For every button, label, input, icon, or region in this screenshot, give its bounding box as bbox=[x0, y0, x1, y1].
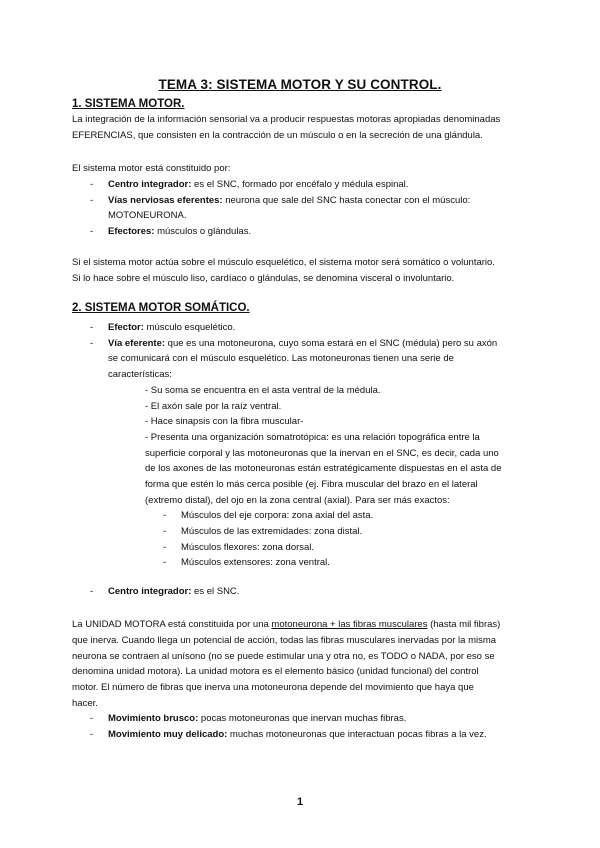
s1-intro-line-2: EFERENCIAS, que consisten en la contracción de un músculo o en la secreción de una glándula. bbox=[72, 130, 483, 141]
char-line: - Presenta una organización somatrotópica: es una relación topográfica entre la bbox=[145, 432, 480, 443]
section-2-heading: 2. SISTEMA MOTOR SOMÁTICO. bbox=[72, 302, 250, 314]
s2-item-via-line-3: características: bbox=[108, 369, 172, 380]
s1-lead: El sistema motor está constituido por: bbox=[72, 163, 231, 174]
unidad-line: motor. El número de fibras que inerva una motoneurona depende del movimiento que haya que bbox=[72, 682, 474, 693]
bullet-dash: - bbox=[163, 557, 167, 568]
s1-item-efectores: Efectores: músculos o glándulas. bbox=[108, 226, 252, 237]
s2-item-centro: Centro integrador: es el SNC. bbox=[108, 586, 240, 597]
list-dash: - bbox=[90, 195, 94, 206]
s1-close-line-1: Si el sistema motor actúa sobre el músculo esquelético, el sistema motor será somático o voluntario. bbox=[72, 257, 495, 268]
unidad-line: que inerva. Cuando llega un potencial de acción, todas las fibras musculares inervadas por la misma bbox=[72, 635, 497, 646]
list-dash: - bbox=[90, 586, 94, 597]
char-line: - Hace sinapsis con la fibra muscular- bbox=[145, 416, 304, 427]
list-dash: - bbox=[90, 322, 94, 333]
bullet-item: Músculos del eje corpora: zona axial del asta. bbox=[181, 510, 374, 521]
s1-item-vias: Vías nerviosas eferentes: neurona que sale del SNC hasta conectar con el músculo: bbox=[108, 195, 471, 206]
bullet-dash: - bbox=[163, 526, 167, 537]
unidad-line: neurona se contraen al unísono (no se puede estimular una y otra no, es TODO o NADA, por eso se bbox=[72, 651, 495, 662]
section-1-heading: 1. SISTEMA MOTOR. bbox=[72, 98, 185, 110]
bullet-dash: - bbox=[163, 542, 167, 553]
s2-item-via-line-2: se comunicará con el músculo esquelético. Las motoneuronas tienen una serie de bbox=[108, 353, 454, 364]
unidad-line: denomina unidad motora). La unidad motora es el elemento básico (unidad funcional) del control bbox=[72, 666, 479, 677]
list-dash: - bbox=[90, 179, 94, 190]
page-title: TEMA 3: SISTEMA MOTOR Y SU CONTROL. bbox=[158, 77, 442, 92]
unidad-line-1: La UNIDAD MOTORA está constituida por una motoneurona + las fibras musculares (hasta mil fibras) bbox=[72, 619, 501, 630]
list-dash: - bbox=[90, 226, 94, 237]
mov-brusco: Movimiento brusco: pocas motoneuronas que inervan muchas fibras. bbox=[108, 713, 407, 724]
char-line: superficie corporal y las motoneuronas que la inervan en el SNC, es decir, cada uno bbox=[145, 448, 499, 459]
list-dash: - bbox=[90, 713, 94, 724]
mov-delicado: Movimiento muy delicado: muchas motoneuronas que interactuan pocas fibras a la vez. bbox=[108, 729, 487, 740]
list-dash: - bbox=[90, 729, 94, 740]
char-line: - Su soma se encuentra en el asta ventral de la médula. bbox=[145, 385, 381, 396]
s1-item-vias-cont: MOTONEURONA. bbox=[108, 210, 187, 221]
list-dash: - bbox=[90, 338, 94, 349]
char-line: (extremo distal), del ojo en la zona central (axial). Para ser más exactos: bbox=[145, 495, 450, 506]
page-number: 1 bbox=[296, 796, 304, 808]
s1-item-centro: Centro integrador: es el SNC, formado por encéfalo y médula espinal. bbox=[108, 179, 409, 190]
bullet-item: Músculos flexores: zona dorsal. bbox=[181, 542, 315, 553]
s2-item-via: Vía eferente: que es una motoneurona, cuyo soma estará en el SNC (médula) pero su axón bbox=[108, 338, 498, 349]
s1-close-line-2: Si lo hace sobre el músculo liso, cardíaco o glándulas, se denomina visceral o involuntario. bbox=[72, 273, 455, 284]
bullet-dash: - bbox=[163, 510, 167, 521]
char-line: de los axones de las motoneuronas están estratégicamente dispuestas en el asta de bbox=[145, 463, 502, 474]
char-line: - El axón sale por la raíz ventral. bbox=[145, 401, 282, 412]
s1-intro-line-1: La integración de la información sensorial va a producir respuestas motoras apropiadas denominadas bbox=[72, 114, 501, 125]
bullet-item: Músculos de las extremidades: zona distal. bbox=[181, 526, 363, 537]
s2-item-efector: Efector: músculo esquelético. bbox=[108, 322, 236, 333]
char-line: forma que estén lo más cerca posible (ej. Fibra muscular del brazo en el lateral bbox=[145, 479, 478, 490]
bullet-item: Músculos extensores: zona ventral. bbox=[181, 557, 330, 568]
unidad-line: hacer. bbox=[72, 698, 98, 709]
